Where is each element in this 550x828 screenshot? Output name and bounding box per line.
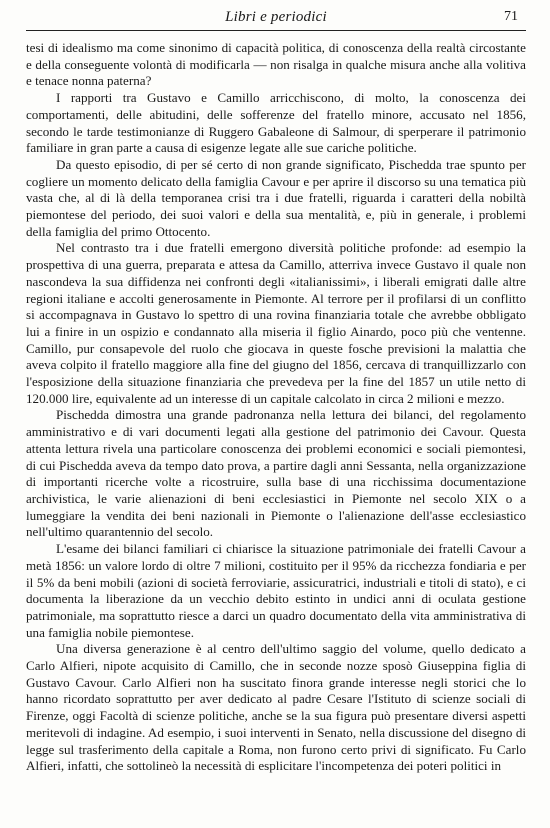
paragraph: Pischedda dimostra una grande padronanza nella lettura dei bilanci, del regolamento amministrativo e di vari documenti legati alla gestione del patrimonio dei Cavour. Questa attenta lettura rivela una particolare conoscenza dei problemi economici e sociali piemontesi, di cui Pischedda aveva da tempo dato prova, a partire dagli anni Sessanta, nella organizzazione di importanti ricerche volte a ricostruire, sulla base di una ricchissima documentazione archivistica, le varie alienazioni di beni ecclesiastici in Piemonte nel secolo XIX o a lumeggiare la vendita dei beni nazionali in Piemonte o l'alienazione dell'asse ecclesiastico nell'ultimo quarantennio del secolo. [26, 407, 526, 540]
header-rule [26, 30, 526, 31]
paragraph: L'esame dei bilanci familiari ci chiarisce la situazione patrimoniale dei fratelli Cavour a metà 1856: un valore lordo di oltre 7 milioni, costituito per il 95% da ricchezza fondiaria e per il 5% da beni mobili (azioni di società ferroviarie, assicuratrici, industriali e titoli di stato), e ci documenta la liberazione da un vecchio debito estinto in undici anni di oculata gestione patrimoniale, ma soprattutto riesce a darci un quadro documentato della vita amministrativa di una famiglia nobile piemontese. [26, 541, 526, 640]
running-head: Libri e periodici [225, 9, 327, 25]
article-body [26, 40, 526, 775]
page-number: 71 [504, 9, 518, 24]
paragraph: tesi di idealismo ma come sinonimo di capacità politica, di conoscenza della realtà circostante e della conseguente volontà di modificarla — non risalga in qualche misura anche alla volitiva e tenace nonna paterna? [26, 40, 526, 89]
page-header [26, 8, 526, 30]
paragraph: I rapporti tra Gustavo e Camillo arricchiscono, di molto, la conoscenza dei comportamenti, delle abitudini, delle sofferenze del fratello minore, accusato nel 1856, secondo le tarde testimonianze di Ruggero Gabaleone di Salmour, di sperperare il patrimonio familiare in gran parte a causa di esigenze legate alle sue cariche politiche. [26, 90, 526, 156]
paragraph: Nel contrasto tra i due fratelli emergono diversità politiche profonde: ad esempio la prospettiva di una guerra, preparata e attesa da Camillo, atterriva invece Gustavo il quale non nascondeva la sua diffidenza nei confronti degli «italianissimi», i liberali emigrati dalle altre regioni italiane e accolti generosamente in Piemonte. Al terrore per il profilarsi di un conflitto si accompagnava in Gustavo lo spettro di una rovina finanziaria totale che avrebbe obbligato lui a finire in un ospizio e condannato alla miseria il figlio Ainardo, poco più che ventenne. Camillo, pur consapevole del ruolo che giocava in queste fosche previsioni la malattia che aveva colpito il fratello maggiore alla fine del giugno del 1856, cercava di tranquillizzarlo con l'esposizione della situazione finanziaria che prevedeva per la fine del 1857 un utile netto di 120.000 lire, equivalente ad un interesse di un capitale calcolato in circa 2 milioni e mezzo. [26, 240, 526, 406]
paragraph: Da questo episodio, di per sé certo di non grande significato, Pischedda trae spunto per cogliere un momento delicato della famiglia Cavour e per aprire il discorso su una tematica più vasta che, al di là della temporanea crisi tra i due fratelli, riguarda i caratteri della nobiltà piemontese del periodo, dei suoi valori e della sua mentalità, e, più in generale, i problemi della famiglia del primo Ottocento. [26, 156, 526, 239]
paragraph: Una diversa generazione è al centro dell'ultimo saggio del volume, quello dedicato a Carlo Alfieri, nipote acquisito di Camillo, che in seconde nozze sposò Giuseppina figlia di Gustavo Cavour. Carlo Alfieri non ha suscitato finora grande interesse negli storici che lo hanno ricordato soprattutto per aver dedicato al padre Cesare l'Istituto di scienze sociali di Firenze, oggi Facoltà di scienze politiche, anche se la sua figura può presentare diversi aspetti meritevoli di indagine. Ad esempio, i suoi interventi in Senato, nella discussione del disegno di legge sul trasferimento della capitale a Roma, non furono certo privi di significato. Fu Carlo Alfieri, infatti, che sottolineò la necessità di esplicitare l'incompetenza dei poteri politici in [26, 641, 526, 774]
